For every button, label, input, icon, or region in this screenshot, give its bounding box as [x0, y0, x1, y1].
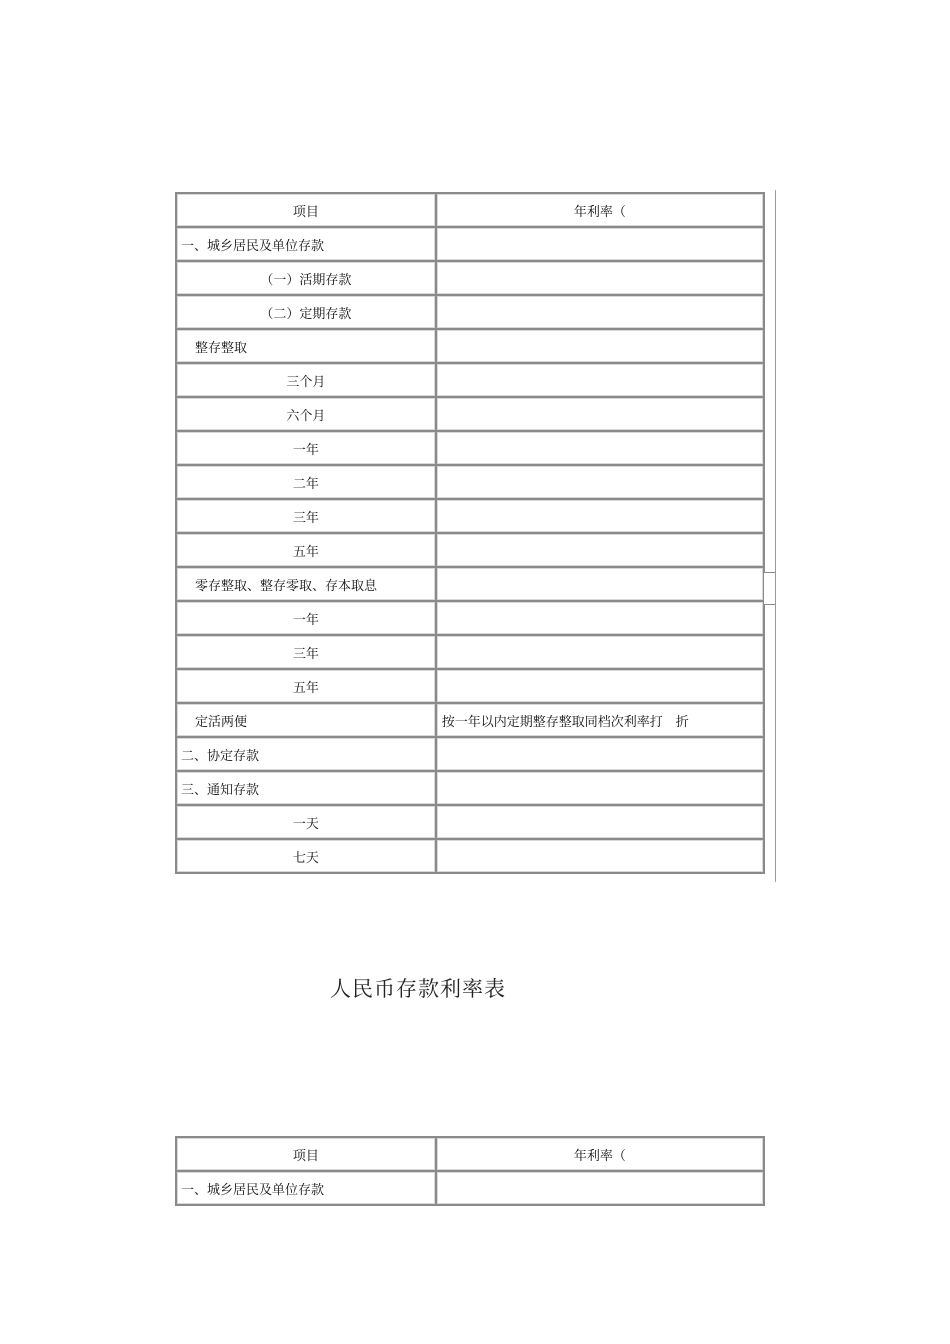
row-rate [436, 329, 764, 363]
table-row [176, 703, 764, 737]
row-rate [436, 839, 764, 873]
row-item: 零存整取、整存零取、存本取息 [176, 567, 436, 601]
table-header-row [176, 193, 764, 227]
row-item: 三年 [176, 499, 436, 533]
row-item: 五年 [176, 669, 436, 703]
row-rate [436, 431, 764, 465]
row-rate [436, 465, 764, 499]
table-row [176, 431, 764, 465]
table-row [176, 363, 764, 397]
header-rate: 年利率（ [436, 193, 764, 227]
row-item: 三、通知存款 [176, 771, 436, 805]
row-item: （一）活期存款 [176, 261, 436, 295]
row-item: 整存整取 [176, 329, 436, 363]
rate-table-2-body [176, 1137, 764, 1205]
row-rate [436, 805, 764, 839]
row-rate [436, 295, 764, 329]
row-item: 一、城乡居民及单位存款 [176, 227, 436, 261]
row-rate: 按一年以内定期整存整取同档次利率打 折 [436, 703, 764, 737]
header-item: 项目 [176, 1137, 436, 1171]
header-rate: 年利率（ [436, 1137, 764, 1171]
table-row [176, 635, 764, 669]
table-row [176, 805, 764, 839]
row-rate [436, 1171, 764, 1205]
table-row [176, 669, 764, 703]
row-item: 六个月 [176, 397, 436, 431]
row-rate [436, 227, 764, 261]
rate-table-2 [175, 1136, 765, 1206]
row-item: 七天 [176, 839, 436, 873]
row-rate [436, 635, 764, 669]
row-rate [436, 499, 764, 533]
table-row [176, 465, 764, 499]
row-rate [436, 397, 764, 431]
row-item: 二年 [176, 465, 436, 499]
table-row [176, 771, 764, 805]
row-item: 三年 [176, 635, 436, 669]
document-title: 人民币存款利率表 [330, 977, 506, 1001]
table-row [176, 261, 764, 295]
row-rate [436, 601, 764, 635]
row-rate [436, 533, 764, 567]
rate-table-1-body [176, 193, 764, 873]
header-item: 项目 [176, 193, 436, 227]
side-rule [775, 190, 776, 882]
row-rate [436, 669, 764, 703]
table-row [176, 567, 764, 601]
row-rate [436, 261, 764, 295]
row-item: 定活两便 [176, 703, 436, 737]
row-item: 二、协定存款 [176, 737, 436, 771]
rate-table-1 [175, 192, 765, 874]
row-item: 一年 [176, 431, 436, 465]
row-item: 一年 [176, 601, 436, 635]
table-row [176, 397, 764, 431]
row-item: 一天 [176, 805, 436, 839]
table-row [176, 601, 764, 635]
row-overhang [764, 572, 775, 605]
row-item: 三个月 [176, 363, 436, 397]
table-row [176, 533, 764, 567]
table-row [176, 839, 764, 873]
row-rate [436, 363, 764, 397]
table-row [176, 499, 764, 533]
table-row [176, 227, 764, 261]
row-rate [436, 771, 764, 805]
table-header-row [176, 1137, 764, 1171]
row-item: 一、城乡居民及单位存款 [176, 1171, 436, 1205]
row-item: 五年 [176, 533, 436, 567]
row-rate [436, 737, 764, 771]
table-row [176, 1171, 764, 1205]
table-row [176, 329, 764, 363]
table-row [176, 295, 764, 329]
row-item: （二）定期存款 [176, 295, 436, 329]
table-row [176, 737, 764, 771]
row-rate [436, 567, 764, 601]
